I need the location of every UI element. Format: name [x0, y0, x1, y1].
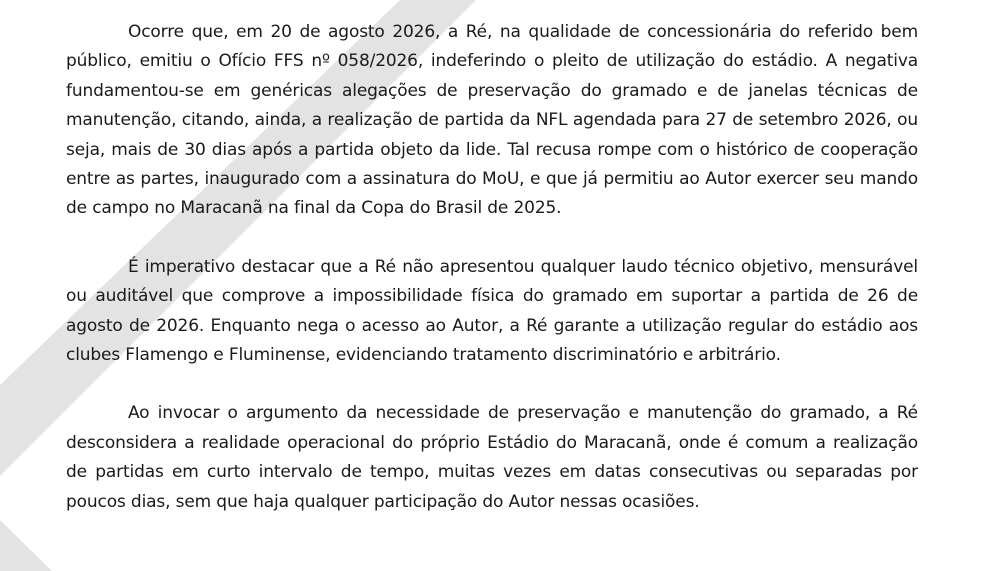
paragraph-no-technical-report: É imperativo destacar que a Ré não apresentou qualquer laudo técnico objetivo, mensurável ou auditável que comprove a impossibilidade física do gramado em suportar a partida de 26 de agosto de 2026. Enquanto nega o acesso ao Autor, a Ré garante a utilização regular do estádio aos clubes Flamengo e Fluminense, evidenciando tratamento discriminatório e arbitrário.: [66, 256, 918, 366]
paragraph-stadium-refusal: Ocorre que, em 20 de agosto 2026, a Ré, na qualidade de concessionária do referido bem público, emitiu o Ofício FFS nº 058/2026, indeferindo o pleito de utilização do estádio. A negativa fundamentou-se em genéricas alegações de preservação do gramado e de janelas técnicas de manutenção, citando, ainda, a realização de partida da NFL agendada para 27 de setembro 2026, ou seja, mais de 30 dias após a partida objeto da lide. Tal recusa rompe com o histórico de cooperação entre as partes, inaugurado com a assinatura do MoU, e que já permitiu ao Autor exercer seu mando de campo no Maracanã na final da Copa do Brasil de 2025.: [66, 22, 918, 219]
document-page: [66, 18, 918, 517]
paragraph-pitch-preservation-argument: Ao invocar o argumento da necessidade de preservação e manutenção do gramado, a Ré desconsidera a realidade operacional do próprio Estádio do Maracanã, onde é comum a realização de partidas em curto intervalo de tempo, muitas vezes em datas consecutivas ou separadas por poucos dias, sem que haja qualquer participação do Autor nessas ocasiões.: [66, 403, 918, 512]
watermark-stripe-lower: [0, 520, 52, 571]
